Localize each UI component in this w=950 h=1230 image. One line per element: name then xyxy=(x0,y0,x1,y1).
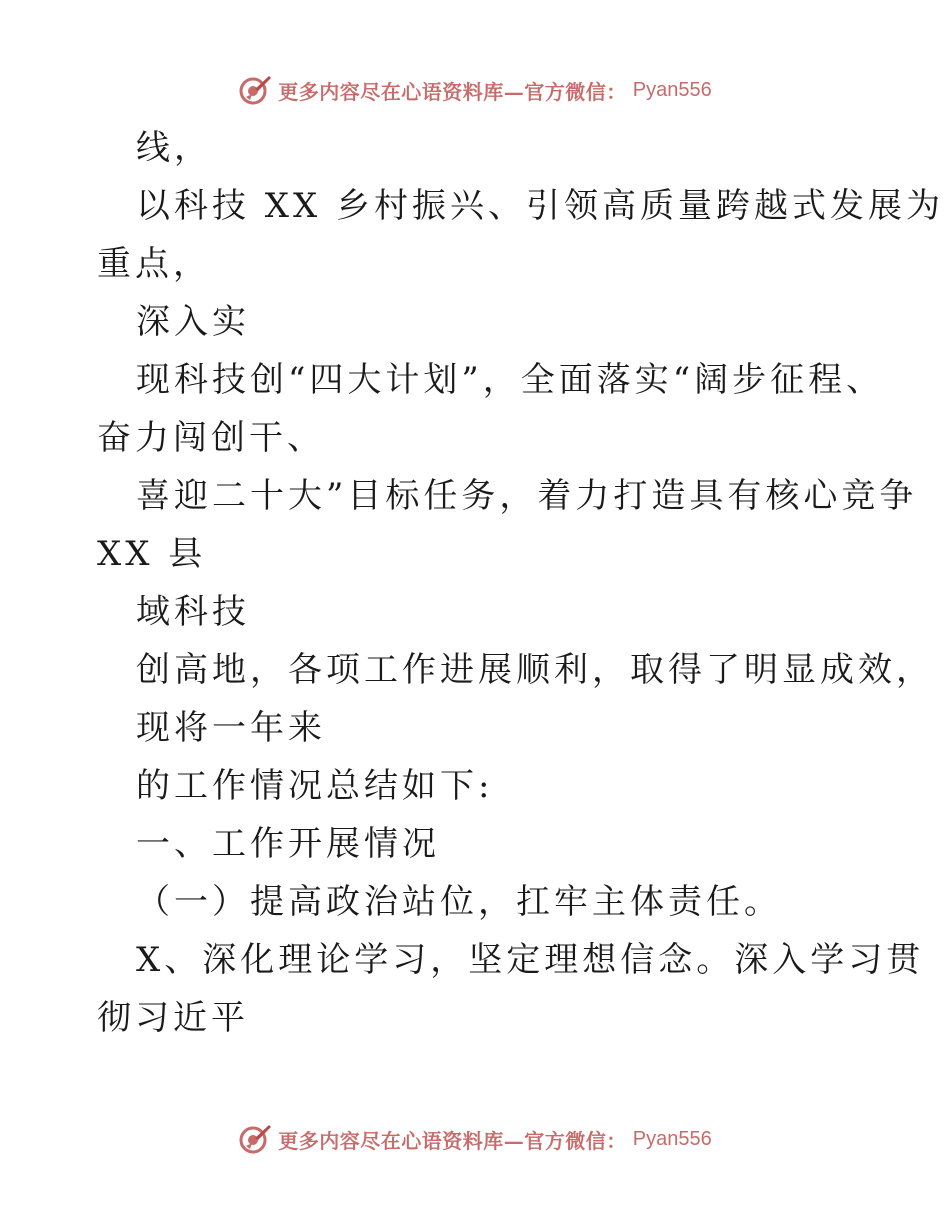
text-line: 重点， xyxy=(97,244,211,284)
text-line: 喜迎二十大”目标任务，着力打造具有核心竞争 xyxy=(136,476,918,516)
watermark-text: 更多内容尽在心语资料库—官方微信： xyxy=(278,1128,627,1153)
text-line: 创高地，各项工作进展顺利，取得了明显成效， xyxy=(136,650,934,690)
text-line: 线， xyxy=(136,128,212,168)
watermark-wechat-id: Pyan556 xyxy=(632,1127,712,1150)
watermark-wechat-id: Pyan556 xyxy=(632,78,712,101)
text-line: 域科技 xyxy=(136,592,250,632)
watermark-text: 更多内容尽在心语资料库—官方微信： xyxy=(278,79,627,104)
section-heading: 一、工作开展情况 xyxy=(136,824,440,864)
subsection-heading: （一）提高政治站位，扛牢主体责任。 xyxy=(136,882,782,922)
text-line: 现将一年来 xyxy=(136,708,326,748)
text-line: 现科技创“四大计划”，全面落实“阔步征程、 xyxy=(136,360,885,400)
text-line: 奋力闯创干、 xyxy=(97,418,325,458)
text-line: 的工作情况总结如下: xyxy=(136,766,494,806)
text-line: X、深化理论学习，坚定理想信念。深入学习贯 xyxy=(136,940,925,980)
text-line: XX 县 xyxy=(97,534,207,574)
text-line: 以科技 XX 乡村振兴、引领高质量跨越式发展为 xyxy=(136,186,945,226)
pen-logo-icon xyxy=(238,1122,272,1156)
footer-watermark xyxy=(0,1119,950,1159)
text-line: 彻习近平 xyxy=(97,998,249,1038)
text-line: 深入实 xyxy=(136,302,250,342)
